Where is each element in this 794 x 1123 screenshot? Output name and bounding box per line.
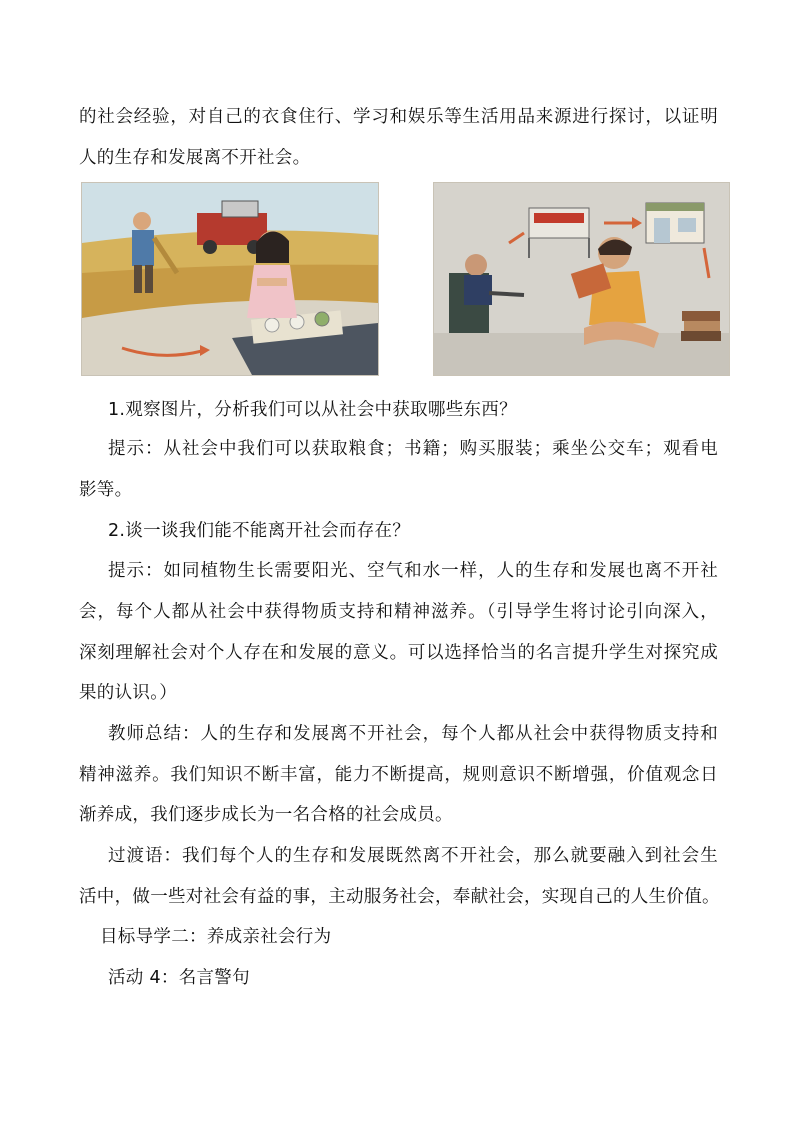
intro-line-1: 的社会经验，对自己的衣食住行、学习和娱乐等生活用品来源进行探讨，以证明	[79, 107, 718, 127]
reading-city-illustration	[433, 182, 730, 376]
question-1: 1.观察图片，分析我们可以从社会中获取哪些东西？	[108, 400, 517, 420]
summary-line-2: 精神滋养。我们知识不断丰富，能力不断提高，规则意识不断增强，价值观念日	[79, 765, 718, 785]
hint-2-line-3: 深刻理解社会对个人存在和发展的意义。可以选择恰当的名言提升学生对探究成	[79, 643, 718, 663]
hint-2-line-4: 果的认识。）	[79, 683, 178, 703]
transition-line-1: 过渡语：我们每个人的生存和发展既然离不开社会，那么就要融入到社会生	[108, 846, 718, 866]
summary-line-1: 教师总结：人的生存和发展离不开社会，每个人都从社会中获得物质支持和	[108, 724, 718, 744]
goal-2-heading: 目标导学二：养成亲社会行为	[100, 927, 332, 947]
summary-line-3: 渐养成，我们逐步成长为一名合格的社会成员。	[79, 805, 453, 825]
harvest-meal-illustration	[81, 182, 379, 376]
hint-1-line-2: 影等。	[79, 480, 133, 500]
intro-line-2: 人的生存和发展离不开社会。	[79, 148, 311, 168]
activity-4-heading: 活动 4：名言警句	[108, 968, 250, 988]
hint-1-line-1: 提示：从社会中我们可以获取粮食；书籍；购买服装；乘坐公交车；观看电	[108, 439, 718, 459]
hint-2-line-1: 提示：如同植物生长需要阳光、空气和水一样，人的生存和发展也离不开社	[108, 561, 718, 581]
question-2: 2.谈一谈我们能不能离开社会而存在？	[108, 521, 411, 541]
transition-line-2: 活中，做一些对社会有益的事，主动服务社会，奉献社会，实现自己的人生价值。	[79, 887, 720, 907]
hint-2-line-2: 会，每个人都从社会中获得物质支持和精神滋养。（引导学生将讨论引向深入，	[79, 602, 718, 622]
